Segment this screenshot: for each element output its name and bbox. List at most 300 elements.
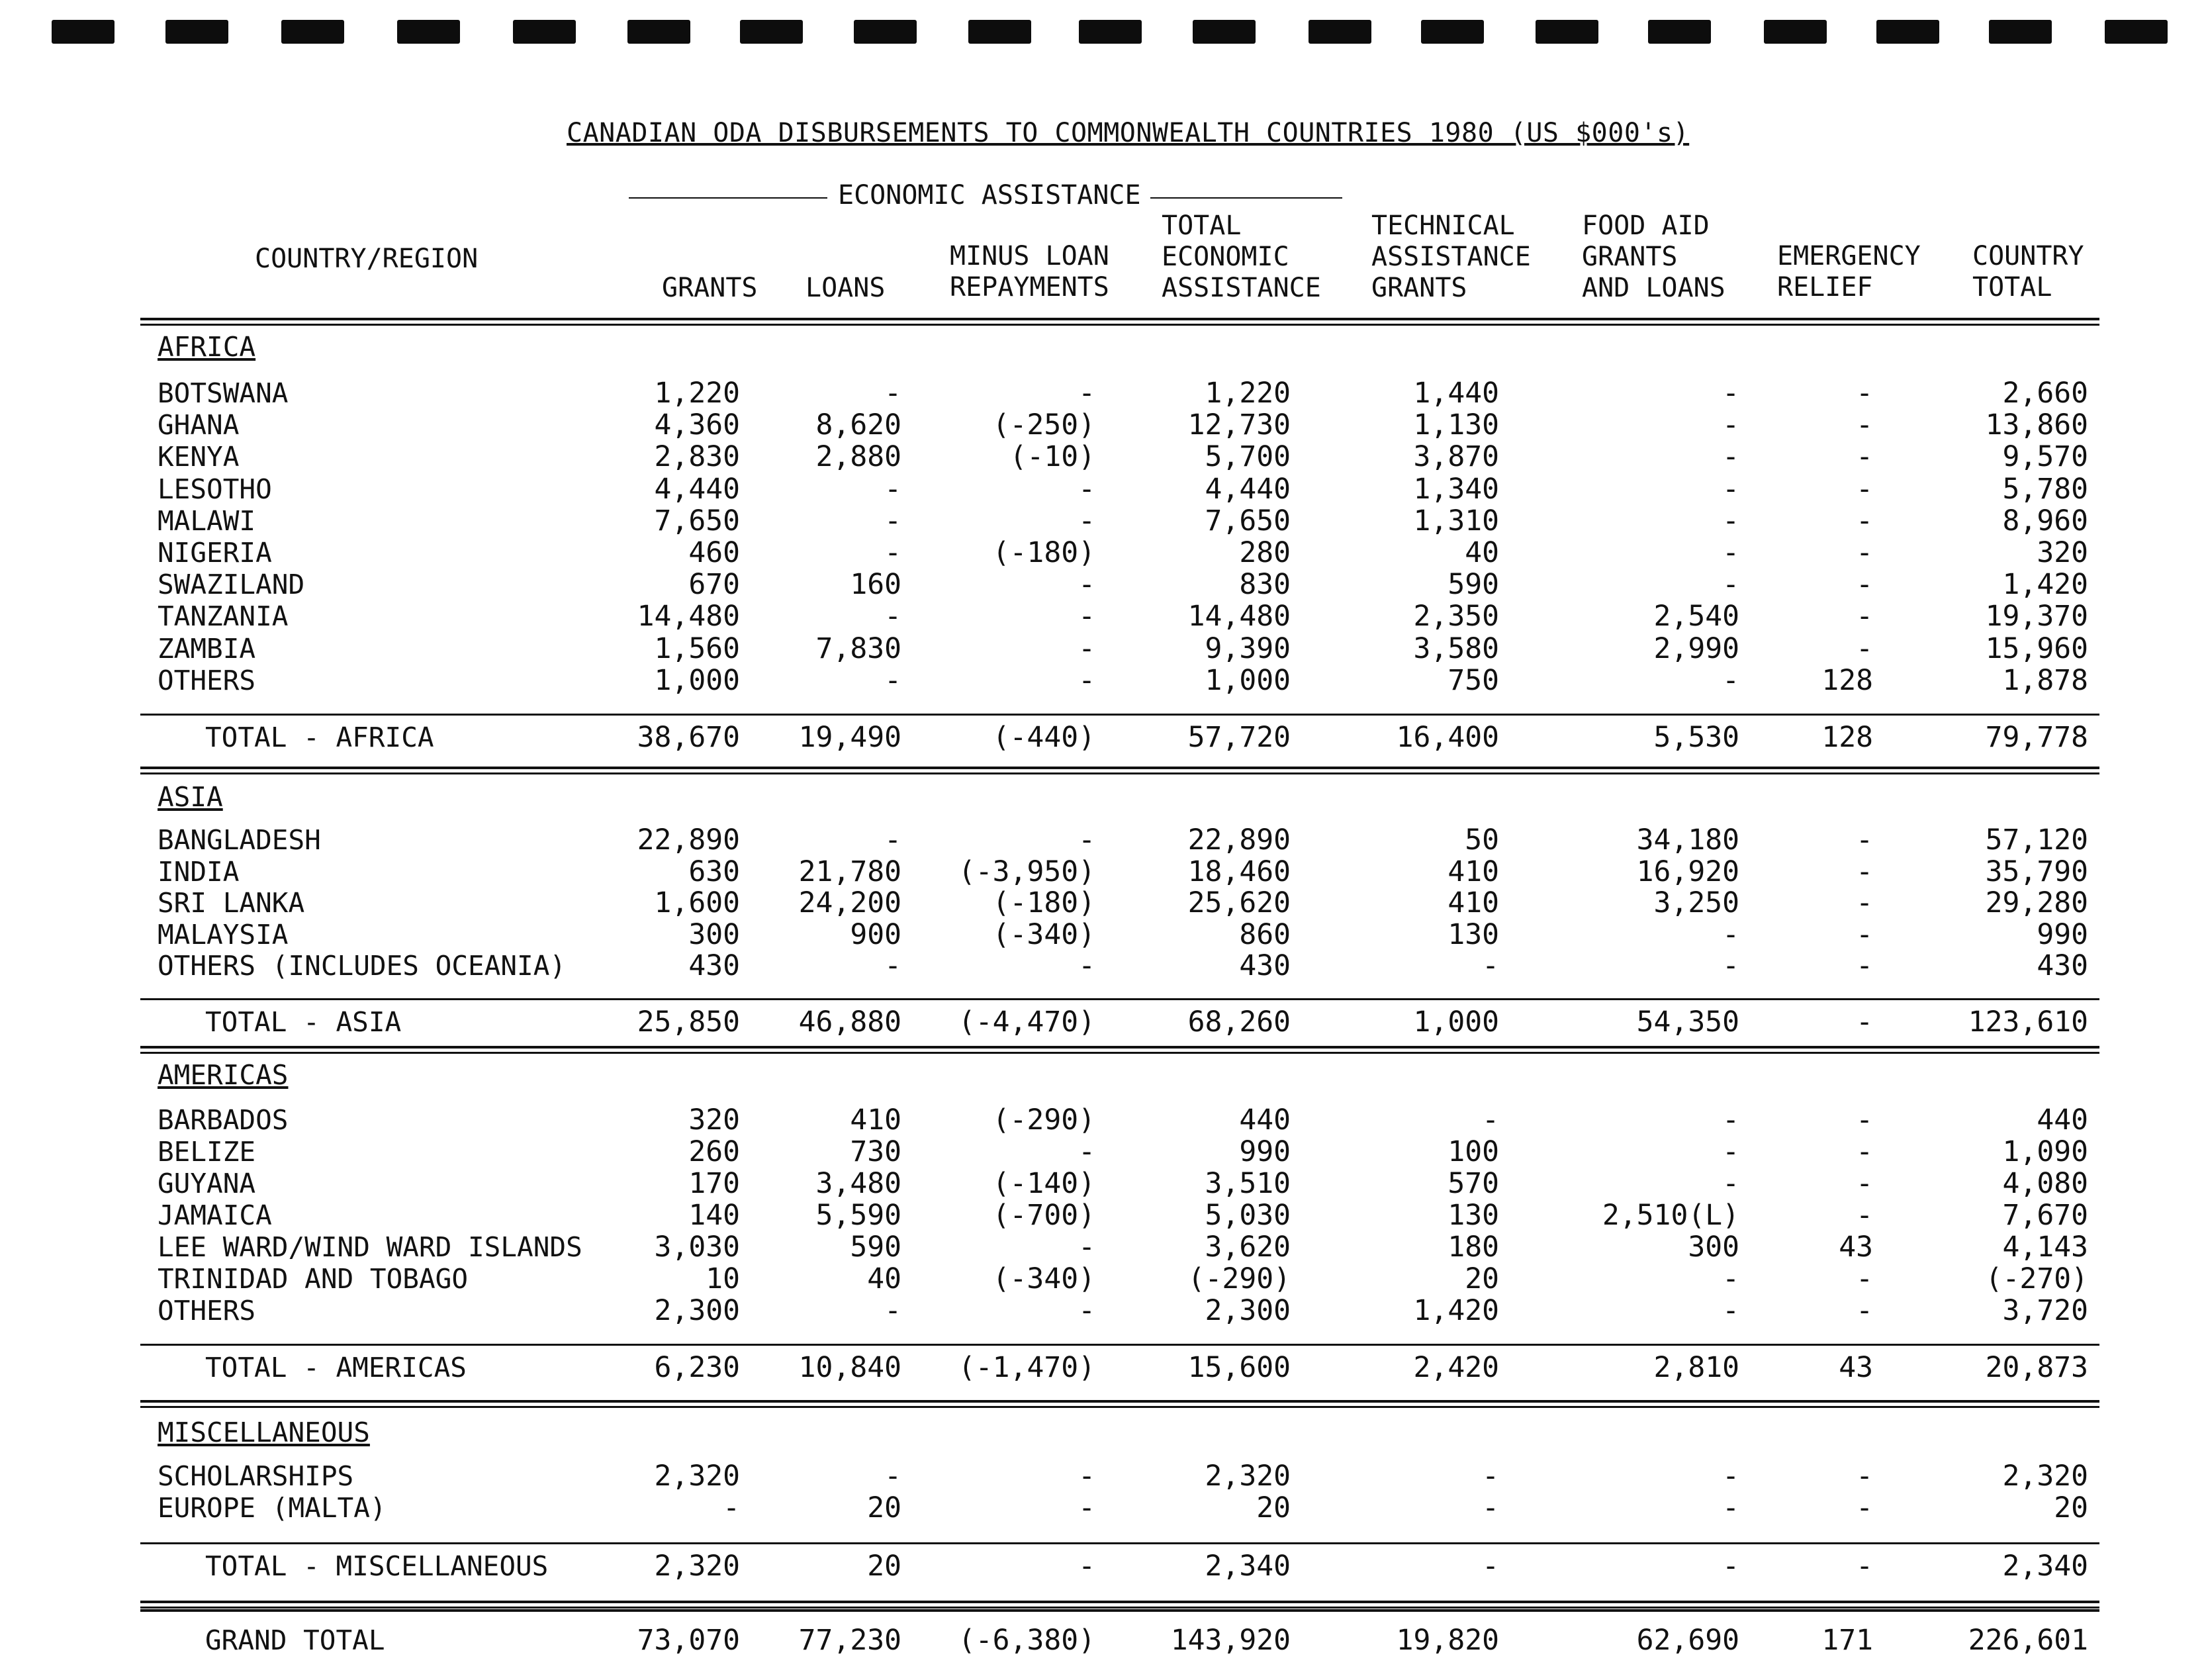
cell-technical-assistance-grants: 130	[1448, 1199, 1499, 1232]
row-country-name: GUYANA	[158, 1168, 256, 1199]
region-heading: ASIA	[158, 781, 223, 813]
row-country-name: JAMAICA	[158, 1199, 272, 1231]
cell-total-economic-assistance: 430	[1239, 949, 1291, 982]
cell-loans: 3,480	[815, 1167, 901, 1200]
cell-minus-loan-repayments: (-4,470)	[958, 1005, 1095, 1039]
cell-country-total: 4,080	[2002, 1167, 2088, 1200]
cell-food-aid: -	[1722, 536, 1739, 569]
row-country-name: OTHERS (INCLUDES OCEANIA)	[158, 950, 567, 982]
cell-country-total: (-270)	[1985, 1262, 2088, 1295]
cell-minus-loan-repayments: -	[1078, 823, 1095, 857]
cell-loans: -	[884, 504, 901, 537]
cell-food-aid: 2,990	[1653, 632, 1739, 665]
cell-technical-assistance-grants: 590	[1448, 568, 1499, 601]
cell-total-economic-assistance: 143,920	[1170, 1624, 1291, 1657]
cell-total-economic-assistance: 2,320	[1205, 1460, 1291, 1493]
cell-emergency-relief: -	[1856, 1460, 1873, 1493]
cell-emergency-relief: 43	[1839, 1231, 1873, 1264]
cell-technical-assistance-grants: 410	[1448, 886, 1499, 919]
cell-total-economic-assistance: 3,620	[1205, 1231, 1291, 1264]
cell-loans: 5,590	[815, 1199, 901, 1232]
cell-country-total: 20	[2054, 1491, 2088, 1524]
cell-technical-assistance-grants: 750	[1448, 664, 1499, 697]
cell-grants: 260	[688, 1135, 740, 1168]
cell-country-total: 8,960	[2002, 504, 2088, 537]
cell-minus-loan-repayments: -	[1078, 632, 1095, 665]
cell-technical-assistance-grants: -	[1482, 1103, 1499, 1137]
punch-hole	[1648, 20, 1711, 44]
cell-minus-loan-repayments: -	[1078, 949, 1095, 982]
cell-total-economic-assistance: 14,480	[1187, 600, 1291, 633]
cell-technical-assistance-grants: 1,340	[1413, 473, 1499, 506]
punch-hole	[2105, 20, 2168, 44]
cell-grants: 3,030	[654, 1231, 740, 1264]
cell-country-total: 79,778	[1985, 721, 2088, 754]
cell-emergency-relief: -	[1856, 1294, 1873, 1327]
cell-country-total: 2,340	[2002, 1550, 2088, 1583]
cell-country-total: 320	[2037, 536, 2088, 569]
row-country-name: TANZANIA	[158, 600, 289, 632]
cell-food-aid: -	[1722, 1262, 1739, 1295]
cell-technical-assistance-grants: 100	[1448, 1135, 1499, 1168]
cell-total-economic-assistance: 5,030	[1205, 1199, 1291, 1232]
cell-total-economic-assistance: 20	[1256, 1491, 1291, 1524]
cell-grants: 4,360	[654, 408, 740, 442]
punch-hole	[1193, 20, 1256, 44]
cell-grants: 320	[688, 1103, 740, 1137]
cell-country-total: 2,660	[2002, 377, 2088, 410]
cell-total-economic-assistance: 1,220	[1205, 377, 1291, 410]
cell-technical-assistance-grants: 20	[1465, 1262, 1499, 1295]
cell-loans: 7,830	[815, 632, 901, 665]
cell-minus-loan-repayments: -	[1078, 504, 1095, 537]
cell-loans: 19,490	[798, 721, 901, 754]
row-country-name: GHANA	[158, 409, 240, 441]
cell-total-economic-assistance: 9,390	[1205, 632, 1291, 665]
cell-grants: 630	[688, 855, 740, 888]
cell-total-economic-assistance: (-290)	[1187, 1262, 1291, 1295]
cell-minus-loan-repayments: (-180)	[992, 536, 1095, 569]
cell-country-total: 13,860	[1985, 408, 2088, 442]
cell-technical-assistance-grants: -	[1482, 1550, 1499, 1583]
punch-hole	[1536, 20, 1598, 44]
cell-grants: 1,000	[654, 664, 740, 697]
header-grants: GRANTS	[662, 273, 758, 303]
cell-food-aid: 5,530	[1653, 721, 1739, 754]
cell-loans: 40	[867, 1262, 901, 1295]
cell-technical-assistance-grants: 570	[1448, 1167, 1499, 1200]
cell-country-total: 9,570	[2002, 440, 2088, 473]
cell-minus-loan-repayments: -	[1078, 1460, 1095, 1493]
cell-total-economic-assistance: 830	[1239, 568, 1291, 601]
cell-grants: 670	[688, 568, 740, 601]
cell-food-aid: -	[1722, 440, 1739, 473]
cell-food-aid: -	[1722, 1135, 1739, 1168]
cell-emergency-relief: 128	[1821, 664, 1873, 697]
cell-minus-loan-repayments: -	[1078, 1550, 1095, 1583]
cell-country-total: 29,280	[1985, 886, 2088, 919]
cell-country-total: 4,143	[2002, 1231, 2088, 1264]
cell-food-aid: 2,540	[1653, 600, 1739, 633]
total-separator-rule	[140, 1542, 2099, 1544]
row-country-name: LEE WARD/WIND WARD ISLANDS	[158, 1231, 582, 1263]
punch-hole	[165, 20, 228, 44]
cell-minus-loan-repayments: (-10)	[1009, 440, 1095, 473]
cell-loans: -	[884, 377, 901, 410]
cell-minus-loan-repayments: (-340)	[992, 1262, 1095, 1295]
cell-minus-loan-repayments: (-180)	[992, 886, 1095, 919]
punch-hole	[1079, 20, 1142, 44]
cell-grants: 38,670	[637, 721, 740, 754]
cell-technical-assistance-grants: 1,420	[1413, 1294, 1499, 1327]
cell-total-economic-assistance: 22,890	[1187, 823, 1291, 857]
total-row-label: TOTAL - MISCELLANEOUS	[205, 1550, 549, 1582]
cell-food-aid: -	[1722, 918, 1739, 951]
total-separator-rule	[140, 998, 2099, 1000]
cell-minus-loan-repayments: (-3,950)	[958, 855, 1095, 888]
total-separator-rule	[140, 1344, 2099, 1346]
cell-loans: 730	[850, 1135, 901, 1168]
cell-grants: 430	[688, 949, 740, 982]
cell-country-total: 430	[2037, 949, 2088, 982]
cell-total-economic-assistance: 4,440	[1205, 473, 1291, 506]
cell-technical-assistance-grants: 1,310	[1413, 504, 1499, 537]
cell-minus-loan-repayments: (-140)	[992, 1167, 1095, 1200]
cell-technical-assistance-grants: 3,580	[1413, 632, 1499, 665]
cell-emergency-relief: -	[1856, 823, 1873, 857]
cell-grants: -	[723, 1491, 740, 1524]
cell-loans: 46,880	[798, 1005, 901, 1039]
cell-loans: -	[884, 949, 901, 982]
cell-total-economic-assistance: 25,620	[1187, 886, 1291, 919]
cell-loans: 20	[867, 1491, 901, 1524]
total-separator-rule	[140, 714, 2099, 716]
cell-total-economic-assistance: 3,510	[1205, 1167, 1291, 1200]
cell-emergency-relief: -	[1856, 855, 1873, 888]
cell-emergency-relief: -	[1856, 1135, 1873, 1168]
cell-total-economic-assistance: 57,720	[1187, 721, 1291, 754]
header-total-economic-assistance: TOTAL ECONOMIC ASSISTANCE	[1162, 210, 1321, 303]
cell-emergency-relief: -	[1856, 536, 1873, 569]
cell-emergency-relief: 128	[1821, 721, 1873, 754]
cell-total-economic-assistance: 280	[1239, 536, 1291, 569]
cell-grants: 25,850	[637, 1005, 740, 1039]
economic-assistance-rule-right	[1150, 197, 1342, 199]
cell-total-economic-assistance: 68,260	[1187, 1005, 1291, 1039]
cell-food-aid: 34,180	[1636, 823, 1739, 857]
cell-loans: 410	[850, 1103, 901, 1137]
header-double-rule	[140, 324, 2099, 326]
cell-food-aid: -	[1722, 377, 1739, 410]
cell-technical-assistance-grants: -	[1482, 1460, 1499, 1493]
cell-technical-assistance-grants: 2,350	[1413, 600, 1499, 633]
cell-total-economic-assistance: 440	[1239, 1103, 1291, 1137]
economic-assistance-rule-left	[629, 197, 827, 199]
cell-loans: -	[884, 600, 901, 633]
cell-food-aid: 62,690	[1636, 1624, 1739, 1657]
cell-country-total: 1,090	[2002, 1135, 2088, 1168]
cell-loans: -	[884, 1460, 901, 1493]
cell-grants: 10	[706, 1262, 740, 1295]
cell-loans: 10,840	[798, 1351, 901, 1384]
row-country-name: SWAZILAND	[158, 569, 305, 600]
cell-minus-loan-repayments: (-1,470)	[958, 1351, 1095, 1384]
region-double-rule	[140, 1601, 2099, 1603]
cell-technical-assistance-grants: 1,130	[1413, 408, 1499, 442]
cell-loans: 21,780	[798, 855, 901, 888]
cell-technical-assistance-grants: 410	[1448, 855, 1499, 888]
cell-emergency-relief: -	[1856, 1005, 1873, 1039]
cell-total-economic-assistance: 2,300	[1205, 1294, 1291, 1327]
row-country-name: OTHERS	[158, 665, 256, 696]
cell-food-aid: 3,250	[1653, 886, 1739, 919]
row-country-name: BANGLADESH	[158, 824, 321, 856]
cell-loans: -	[884, 536, 901, 569]
cell-grants: 460	[688, 536, 740, 569]
cell-minus-loan-repayments: -	[1078, 1135, 1095, 1168]
total-row-label: TOTAL - ASIA	[205, 1006, 402, 1038]
cell-emergency-relief: -	[1856, 1550, 1873, 1583]
region-heading: MISCELLANEOUS	[158, 1417, 370, 1448]
punch-hole	[281, 20, 344, 44]
cell-minus-loan-repayments: -	[1078, 1491, 1095, 1524]
region-double-rule	[140, 1400, 2099, 1403]
cell-grants: 2,320	[654, 1460, 740, 1493]
cell-grants: 73,070	[637, 1624, 740, 1657]
cell-total-economic-assistance: 990	[1239, 1135, 1291, 1168]
header-country-region: COUNTRY/REGION	[255, 244, 479, 274]
cell-country-total: 123,610	[1968, 1005, 2088, 1039]
cell-grants: 2,320	[654, 1550, 740, 1583]
cell-loans: 77,230	[798, 1624, 901, 1657]
cell-technical-assistance-grants: -	[1482, 949, 1499, 982]
cell-technical-assistance-grants: 130	[1448, 918, 1499, 951]
cell-country-total: 5,780	[2002, 473, 2088, 506]
row-country-name: OTHERS	[158, 1295, 256, 1327]
cell-total-economic-assistance: 5,700	[1205, 440, 1291, 473]
cell-country-total: 2,320	[2002, 1460, 2088, 1493]
cell-food-aid: -	[1722, 473, 1739, 506]
cell-grants: 170	[688, 1167, 740, 1200]
cell-technical-assistance-grants: 50	[1465, 823, 1499, 857]
cell-emergency-relief: -	[1856, 1491, 1873, 1524]
cell-technical-assistance-grants: -	[1482, 1491, 1499, 1524]
cell-food-aid: 2,810	[1653, 1351, 1739, 1384]
cell-total-economic-assistance: 7,650	[1205, 504, 1291, 537]
row-country-name: TRINIDAD AND TOBAGO	[158, 1263, 468, 1295]
cell-emergency-relief: -	[1856, 473, 1873, 506]
cell-food-aid: -	[1722, 664, 1739, 697]
cell-loans: 24,200	[798, 886, 901, 919]
cell-technical-assistance-grants: 1,000	[1413, 1005, 1499, 1039]
cell-country-total: 990	[2037, 918, 2088, 951]
cell-food-aid: -	[1722, 1460, 1739, 1493]
region-double-rule	[140, 1046, 2099, 1049]
cell-emergency-relief: -	[1856, 600, 1873, 633]
region-heading: AMERICAS	[158, 1059, 289, 1091]
cell-technical-assistance-grants: 3,870	[1413, 440, 1499, 473]
cell-emergency-relief: 43	[1839, 1351, 1873, 1384]
row-country-name: SCHOLARSHIPS	[158, 1460, 354, 1492]
cell-loans: 2,880	[815, 440, 901, 473]
row-country-name: EUROPE (MALTA)	[158, 1492, 387, 1524]
punch-hole	[513, 20, 576, 44]
cell-emergency-relief: -	[1856, 632, 1873, 665]
region-double-rule	[140, 767, 2099, 769]
cell-emergency-relief: -	[1856, 408, 1873, 442]
cell-grants: 140	[688, 1199, 740, 1232]
cell-total-economic-assistance: 18,460	[1187, 855, 1291, 888]
cell-minus-loan-repayments: -	[1078, 600, 1095, 633]
cell-minus-loan-repayments: (-700)	[992, 1199, 1095, 1232]
cell-food-aid: -	[1722, 949, 1739, 982]
punch-hole	[1764, 20, 1827, 44]
row-country-name: BOTSWANA	[158, 377, 289, 409]
cell-minus-loan-repayments: -	[1078, 1231, 1095, 1264]
cell-loans: 20	[867, 1550, 901, 1583]
cell-country-total: 440	[2037, 1103, 2088, 1137]
cell-loans: -	[884, 473, 901, 506]
total-row-label: TOTAL - AFRICA	[205, 722, 434, 753]
cell-grants: 14,480	[637, 600, 740, 633]
cell-food-aid: -	[1722, 408, 1739, 442]
cell-grants: 2,300	[654, 1294, 740, 1327]
punch-hole	[52, 20, 115, 44]
cell-total-economic-assistance: 12,730	[1187, 408, 1291, 442]
cell-technical-assistance-grants: 16,400	[1396, 721, 1499, 754]
cell-minus-loan-repayments: (-440)	[992, 721, 1095, 754]
cell-food-aid: -	[1722, 1491, 1739, 1524]
punch-hole	[854, 20, 917, 44]
cell-country-total: 1,878	[2002, 664, 2088, 697]
cell-minus-loan-repayments: (-6,380)	[958, 1624, 1095, 1657]
region-double-rule	[140, 1406, 2099, 1408]
cell-food-aid: -	[1722, 504, 1739, 537]
cell-grants: 4,440	[654, 473, 740, 506]
cell-emergency-relief: -	[1856, 440, 1873, 473]
punch-hole	[1309, 20, 1371, 44]
row-country-name: BELIZE	[158, 1136, 256, 1168]
cell-minus-loan-repayments: -	[1078, 568, 1095, 601]
cell-total-economic-assistance: 860	[1239, 918, 1291, 951]
total-row-label: GRAND TOTAL	[205, 1624, 385, 1656]
cell-emergency-relief: 171	[1821, 1624, 1873, 1657]
row-country-name: MALAYSIA	[158, 919, 289, 951]
cell-loans: -	[884, 1294, 901, 1327]
cell-grants: 6,230	[654, 1351, 740, 1384]
cell-grants: 22,890	[637, 823, 740, 857]
cell-food-aid: -	[1722, 568, 1739, 601]
cell-food-aid: 54,350	[1636, 1005, 1739, 1039]
row-country-name: ZAMBIA	[158, 633, 256, 665]
cell-food-aid: -	[1722, 1294, 1739, 1327]
cell-emergency-relief: -	[1856, 886, 1873, 919]
header-country-total: COUNTRY TOTAL	[1972, 241, 2084, 303]
cell-technical-assistance-grants: 19,820	[1396, 1624, 1499, 1657]
cell-emergency-relief: -	[1856, 949, 1873, 982]
cell-technical-assistance-grants: 180	[1448, 1231, 1499, 1264]
header-loans: LOANS	[805, 273, 886, 303]
cell-emergency-relief: -	[1856, 504, 1873, 537]
cell-grants: 1,560	[654, 632, 740, 665]
cell-country-total: 7,670	[2002, 1199, 2088, 1232]
cell-grants: 1,220	[654, 377, 740, 410]
punch-hole	[397, 20, 460, 44]
cell-minus-loan-repayments: -	[1078, 664, 1095, 697]
punch-hole	[968, 20, 1031, 44]
cell-technical-assistance-grants: 2,420	[1413, 1351, 1499, 1384]
page-title: CANADIAN ODA DISBURSEMENTS TO COMMONWEALTH COUNTRIES 1980 (US $000's)	[567, 118, 1690, 148]
row-country-name: NIGERIA	[158, 537, 272, 569]
row-country-name: LESOTHO	[158, 473, 272, 505]
cell-total-economic-assistance: 15,600	[1187, 1351, 1291, 1384]
cell-grants: 300	[688, 918, 740, 951]
cell-minus-loan-repayments: -	[1078, 377, 1095, 410]
row-country-name: INDIA	[158, 856, 240, 888]
row-country-name: KENYA	[158, 441, 240, 473]
cell-loans: 160	[850, 568, 901, 601]
cell-emergency-relief: -	[1856, 568, 1873, 601]
row-country-name: MALAWI	[158, 505, 256, 537]
region-double-rule	[140, 1052, 2099, 1054]
cell-emergency-relief: -	[1856, 1199, 1873, 1232]
cell-loans: -	[884, 823, 901, 857]
punch-hole	[1989, 20, 2052, 44]
punch-hole	[627, 20, 690, 44]
cell-country-total: 19,370	[1985, 600, 2088, 633]
cell-country-total: 57,120	[1985, 823, 2088, 857]
punch-hole	[1421, 20, 1484, 44]
cell-food-aid: -	[1722, 1103, 1739, 1137]
cell-country-total: 20,873	[1985, 1351, 2088, 1384]
cell-technical-assistance-grants: 1,440	[1413, 377, 1499, 410]
cell-loans: 8,620	[815, 408, 901, 442]
region-double-rule	[140, 1607, 2099, 1609]
grand-total-rule	[140, 1609, 2099, 1612]
cell-minus-loan-repayments: (-340)	[992, 918, 1095, 951]
cell-country-total: 15,960	[1985, 632, 2088, 665]
cell-loans: 900	[850, 918, 901, 951]
header-food-aid: FOOD AID GRANTS AND LOANS	[1582, 210, 1725, 303]
cell-technical-assistance-grants: 40	[1465, 536, 1499, 569]
punch-hole	[1876, 20, 1939, 44]
header-emergency-relief: EMERGENCY RELIEF	[1777, 241, 1921, 303]
cell-food-aid: 2,510(L)	[1602, 1199, 1739, 1232]
total-row-label: TOTAL - AMERICAS	[205, 1352, 467, 1383]
cell-emergency-relief: -	[1856, 1167, 1873, 1200]
cell-emergency-relief: -	[1856, 918, 1873, 951]
cell-food-aid: 16,920	[1636, 855, 1739, 888]
header-technical-assistance-grants: TECHNICAL ASSISTANCE GRANTS	[1371, 210, 1531, 303]
cell-emergency-relief: -	[1856, 1103, 1873, 1137]
cell-country-total: 35,790	[1985, 855, 2088, 888]
cell-loans: 590	[850, 1231, 901, 1264]
punch-hole	[740, 20, 803, 44]
cell-minus-loan-repayments: (-250)	[992, 408, 1095, 442]
row-country-name: BARBADOS	[158, 1104, 289, 1136]
cell-minus-loan-repayments: (-290)	[992, 1103, 1095, 1137]
cell-minus-loan-repayments: -	[1078, 1294, 1095, 1327]
cell-food-aid: -	[1722, 1550, 1739, 1583]
cell-food-aid: 300	[1688, 1231, 1739, 1264]
cell-minus-loan-repayments: -	[1078, 473, 1095, 506]
cell-grants: 7,650	[654, 504, 740, 537]
header-minus-loan-repayments: MINUS LOAN REPAYMENTS	[950, 241, 1109, 303]
row-country-name: SRI LANKA	[158, 887, 305, 919]
region-heading: AFRICA	[158, 331, 256, 363]
cell-emergency-relief: -	[1856, 377, 1873, 410]
cell-total-economic-assistance: 2,340	[1205, 1550, 1291, 1583]
